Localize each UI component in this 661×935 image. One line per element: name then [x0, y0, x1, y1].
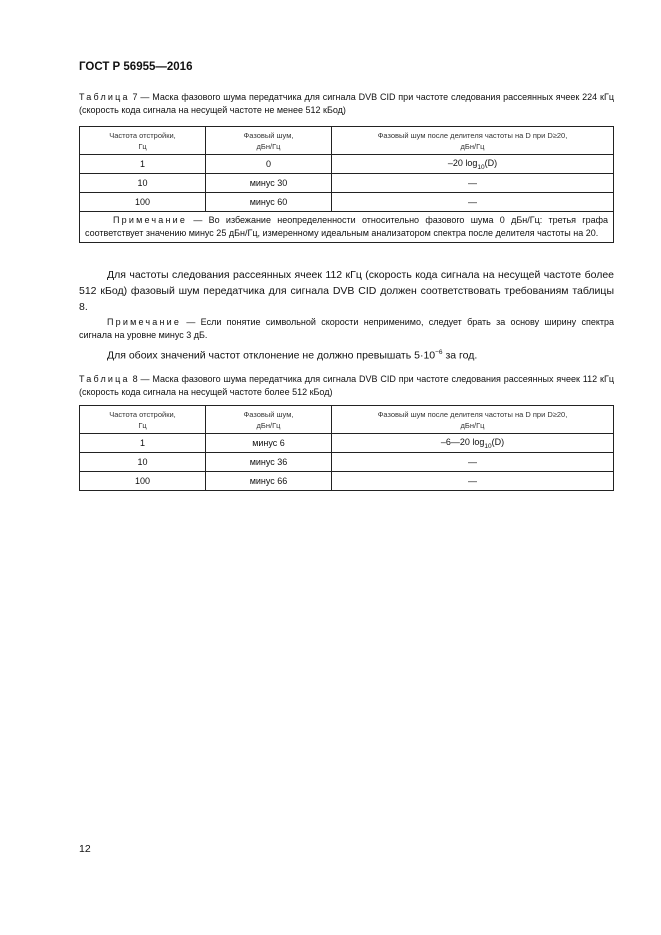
table7-cell-noise: минус 30 — [206, 174, 332, 193]
table8-caption — [79, 373, 614, 399]
table8-header-freq: Частота отстройки, Гц — [80, 406, 206, 434]
note2-text: — Если понятие символьной скорости неприменимо, следует брать за основу ширину спектра сигнала на уровне минус 3 дБ. — [79, 317, 614, 340]
paragraph-frequency-deviation: Для обоих значений частот отклонение не должно превышать $5\cdot 10^{-6}$ за год. — [107, 349, 478, 362]
table-row — [80, 434, 614, 453]
table7-cell-noise: минус 60 — [206, 193, 332, 212]
table7-cell-after: — — [332, 174, 614, 193]
table7-header-freq: Частота отстройки, Гц — [80, 127, 206, 155]
table7-caption-text: 7 — Маска фазового шума передатчика для сигнала DVB CID при частоте следования рассеянных ячеек 224 кГц (скорость кода сигнала на несущей частоте не менее 512 кБод) — [79, 92, 614, 115]
table8-header-noise: Фазовый шум, дБн/Гц — [206, 406, 332, 434]
table-row — [80, 193, 614, 212]
note2-label: Примечание — [107, 317, 182, 327]
page-number: 12 — [79, 843, 91, 855]
table7-caption — [79, 91, 614, 117]
table7-caption-label: Таблица — [79, 92, 130, 102]
table-row — [80, 174, 614, 193]
table7-cell-freq: 1 — [80, 155, 206, 174]
table7-header-noise: Фазовый шум, дБн/Гц — [206, 127, 332, 155]
table7-cell-freq: 100 — [80, 193, 206, 212]
symbol-rate-note — [79, 316, 614, 342]
table7-header-row — [80, 127, 614, 155]
paragraph-table8-requirement: Для частоты следования рассеянных ячеек 112 кГц (скорость кода сигнала на несущей частоте более 512 кБод) фазовый шум передатчика для сигнала DVB CID должен соответствовать требованиям таблицы 8. — [79, 269, 614, 313]
table7-cell-after: — — [332, 193, 614, 212]
table7-cell-noise: 0 — [206, 155, 332, 174]
document-code: ГОСТ Р 56955—2016 — [79, 61, 193, 73]
table8-cell-noise: минус 6 — [206, 434, 332, 453]
table7 — [79, 126, 614, 243]
table8-caption-text: 8 — Маска фазового шума передатчика для сигнала DVB CID при частоте следования рассеянных ячеек 112 кГц (скорость кода сигнала на несущей частоте более 512 кБод) — [79, 374, 614, 397]
table8-header-row — [80, 406, 614, 434]
table8-caption-label: Таблица — [79, 374, 130, 384]
table7-note-text: — Во избежание неопределенности относительно фазового шума 0 дБн/Гц: третья графа соответствует значению минус 25 дБн/Гц, измеренному идеальным анализатором спектра после делителя частоты на 20. — [85, 215, 608, 238]
table7-note-label: Примечание — [113, 215, 188, 225]
table8-cell-after: — — [332, 453, 614, 472]
table8-cell-after: –6—20 $\log_{10}(D)$ — [332, 434, 614, 453]
table7-header-after-divider: Фазовый шум после делителя частоты на D при D≥20, дБн/Гц — [332, 127, 614, 155]
table8-cell-noise: минус 66 — [206, 472, 332, 491]
table-row — [80, 155, 614, 174]
table8-cell-after: — — [332, 472, 614, 491]
table8-cell-noise: минус 36 — [206, 453, 332, 472]
table7-cell-freq: 10 — [80, 174, 206, 193]
table8-cell-freq: 10 — [80, 453, 206, 472]
table-row — [80, 472, 614, 491]
table7-note — [80, 212, 614, 243]
table7-note-row — [80, 212, 614, 243]
table8-cell-freq: 100 — [80, 472, 206, 491]
table8-cell-freq: 1 — [80, 434, 206, 453]
table-row — [80, 453, 614, 472]
table7-cell-after: –20 $\log_{10}(D)$ — [332, 155, 614, 174]
table8-header-after-divider: Фазовый шум после делителя частоты на D при D≥20, дБн/Гц — [332, 406, 614, 434]
table8 — [79, 405, 614, 491]
